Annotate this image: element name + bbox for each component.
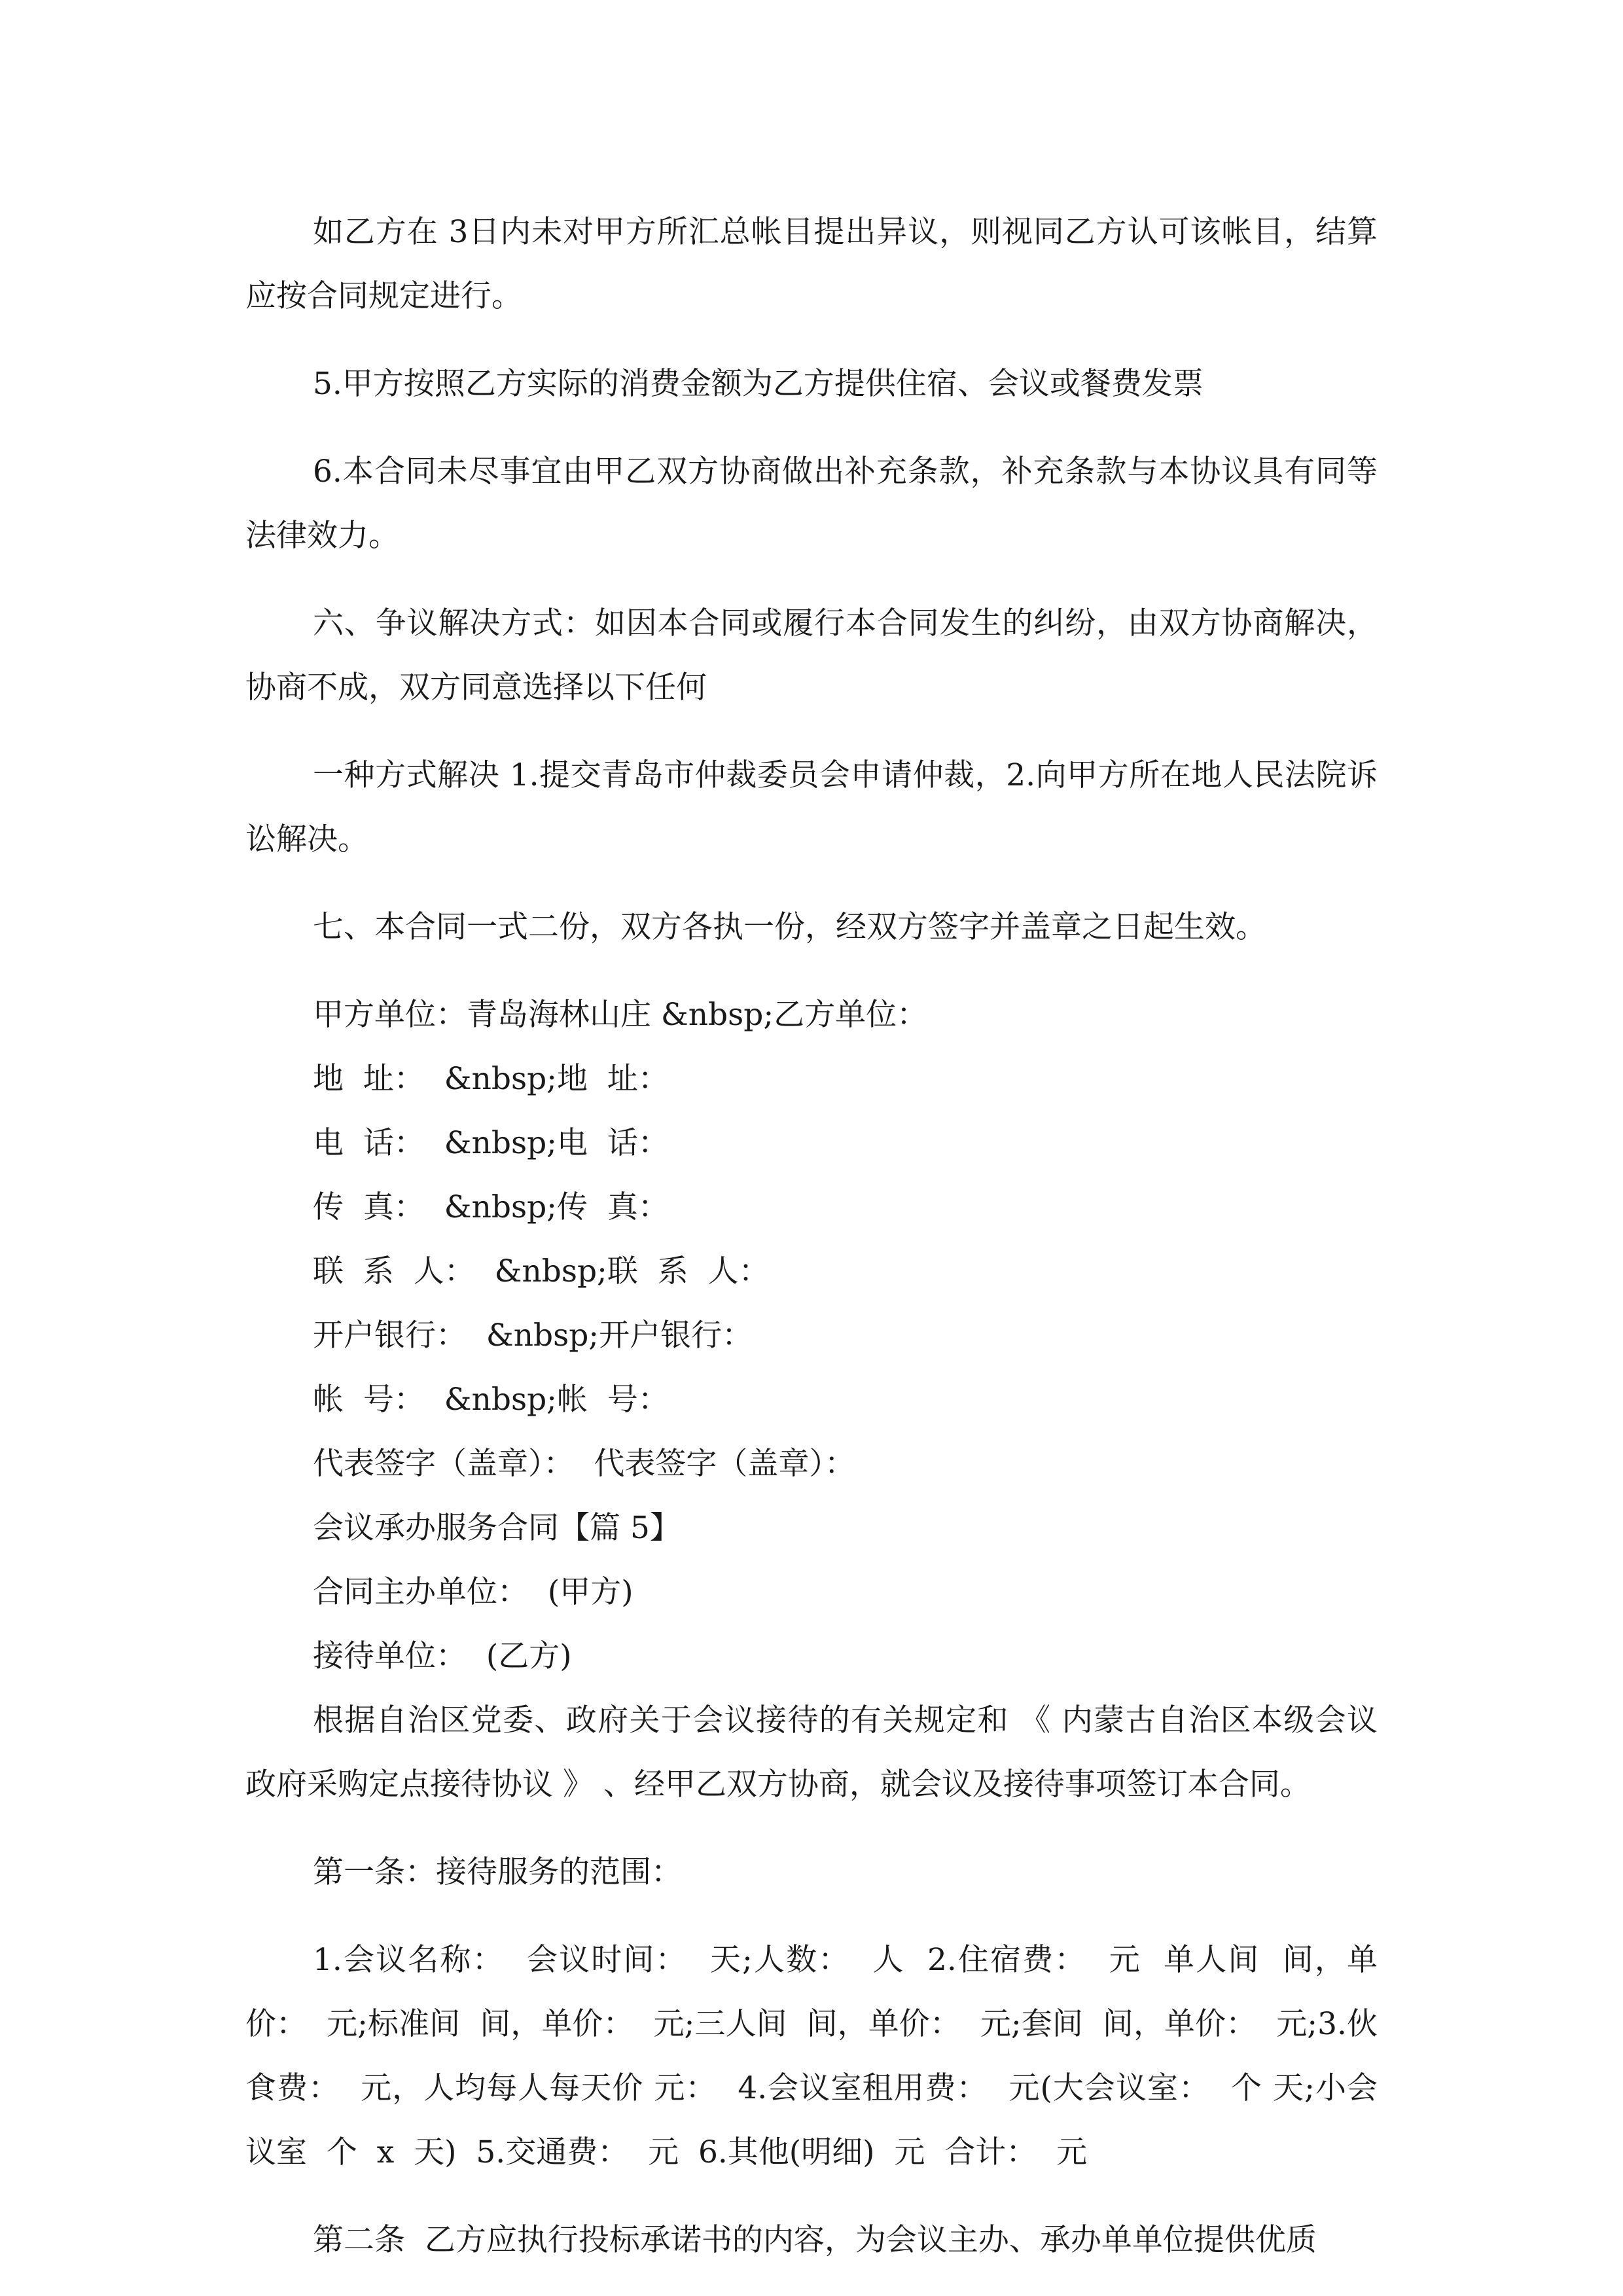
phone-line: 电 话： &nbsp;电 话：	[313, 1125, 669, 1161]
article-one-heading: 第一条：接待服务的范围：	[313, 1854, 682, 1890]
paragraph-contract-basis: 根据自治区党委、政府关于会议接待的有关规定和 《 内蒙古自治区本级会议政府采购定点接待协议 》 、经甲乙双方协商，就会议及接待事项签订本合同。	[245, 1702, 1378, 1803]
signature-block	[245, 983, 1378, 1689]
account-number-line: 帐 号： &nbsp;帐 号：	[313, 1382, 669, 1418]
section-heading: 会议承办服务合同【篇 5】	[313, 1510, 681, 1546]
document-body	[245, 200, 1378, 2296]
paragraph-dispute-resolution: 六、争议解决方式：如因本合同或履行本合同发生的纠纷，由双方协商解决，协商不成，双方同意选择以下任何	[245, 605, 1378, 706]
paragraph-account-objection: 如乙方在 3日内未对甲方所汇总帐目提出异议，则视同乙方认可该帐目，结算应按合同规定进行。	[245, 214, 1378, 314]
address-line: 地 址： &nbsp;地 址：	[313, 1061, 669, 1097]
paragraph-invoice: 5.甲方按照乙方实际的消费金额为乙方提供住宿、会议或餐费发票	[313, 366, 1204, 402]
host-unit-line: 合同主办单位： (甲方)	[313, 1574, 633, 1610]
bank-line: 开户银行： &nbsp;开户银行：	[313, 1318, 753, 1354]
fax-line: 传 真： &nbsp;传 真：	[313, 1189, 669, 1225]
article-two-paragraph: 第二条 乙方应执行投标承诺书的内容，为会议主办、承办单单位提供优质	[313, 2222, 1317, 2258]
party-units-line: 甲方单位：青岛海林山庄 &nbsp;乙方单位：	[313, 997, 928, 1033]
paragraph-copies-effective: 七、本合同一式二份，双方各执一份，经双方签字并盖章之日起生效。	[313, 909, 1266, 945]
paragraph-supplementary-terms: 6.本合同未尽事宜由甲乙双方协商做出补充条款，补充条款与本协议具有同等法律效力。	[245, 454, 1378, 554]
representative-signature-line: 代表签字（盖章）： 代表签字（盖章）：	[313, 1446, 855, 1482]
contact-person-line: 联 系 人： &nbsp;联 系 人：	[313, 1253, 770, 1289]
paragraph-service-details: 1.会议名称： 会议时间： 天;人数： 人 2.住宿费： 元 单人间 间，单价： 元;标准间 间，单价： 元;三人间 间，单价： 元;套间 间，单价： 元;3.伙食费： 元，人均每人每天价 元： 4.会议室租用费： 元(大会议室： 个 天;小会议室 个 x 天) 5.交通费： 元 6.其他(明细) 元 合计： 元	[245, 1942, 1378, 2170]
reception-unit-line: 接待单位： (乙方)	[313, 1638, 572, 1674]
paragraph-resolution-methods: 一种方式解决 1.提交青岛市仲裁委员会申请仲裁，2.向甲方所在地人民法院诉讼解决。	[245, 757, 1378, 857]
